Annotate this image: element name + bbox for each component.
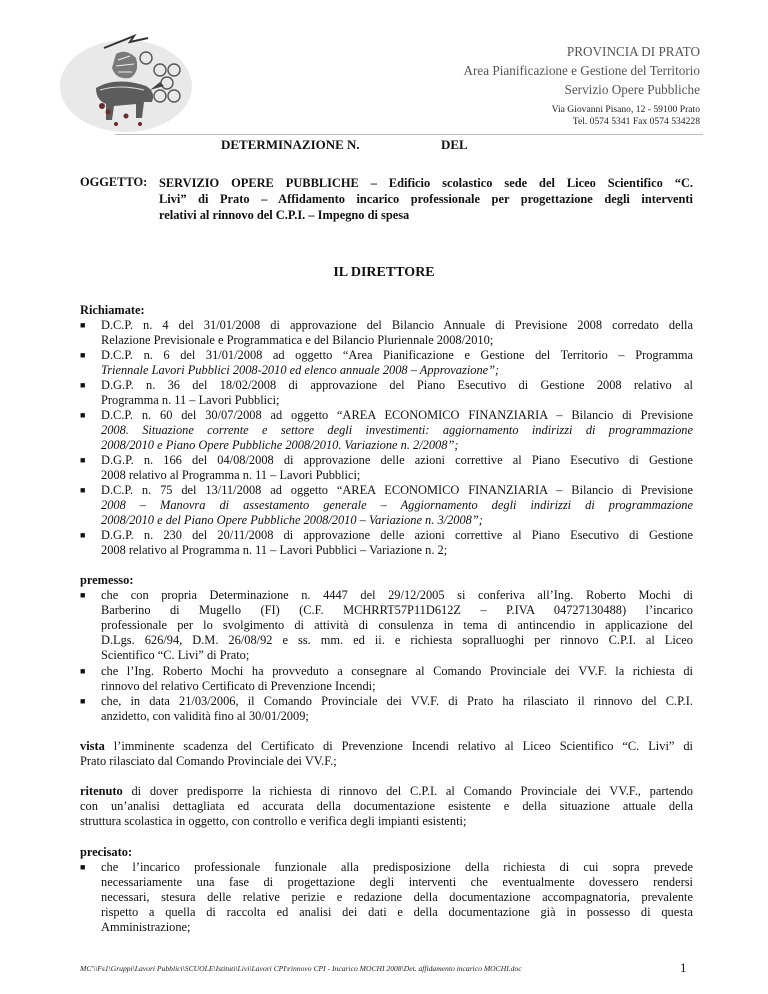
bullet: ■ bbox=[80, 410, 86, 420]
header-divider bbox=[115, 134, 703, 135]
section-heading: IL DIRETTORE bbox=[333, 265, 435, 280]
richiamate-label: Richiamate: bbox=[80, 303, 145, 317]
bullet: ■ bbox=[80, 590, 86, 600]
vista-paragraph: vista l’imminente scadenza del Certificato di Prevenzione Incendi relativo al Liceo Scientifico “C. Livi” di Prato rilasciato dal Comando Provinciale dei VV.F.; bbox=[80, 739, 693, 769]
richiamate-item: D.G.P. n. 36 del 18/02/2008 di approvazione del Piano Esecutivo di Gestione 2008 relativo al Programma n. 11 – Lavori Pubblici; bbox=[101, 378, 693, 408]
richiamate-item: D.C.P. n. 75 del 13/11/2008 ad oggetto “AREA ECONOMICO FINANZIARIA – Bilancio di Previsione 2008 – Manovra di assestamento generale – Aggiornamento degli indirizzi di programmazione 2008/2010 e del Piano Opere Pubbliche 2008/2010 – Variazione n. 3/2008”; bbox=[101, 483, 693, 528]
header-service: Servizio Opere Pubbliche bbox=[564, 82, 700, 97]
bullet: ■ bbox=[80, 350, 86, 360]
oggetto-text: SERVIZIO OPERE PUBBLICHE – Edificio scolastico sede del Liceo Scientifico “C. Livi” di Prato – Affidamento incarico professionale per progettazione degli interventi relativi al rinnovo del C.P.I. – Impegno di spesa bbox=[159, 176, 693, 222]
richiamate-item: D.G.P. n. 166 del 04/08/2008 di approvazione delle azioni correttive al Piano Esecutivo di Gestione 2008 relativo al Programma n. 11 – Lavori Pubblici; bbox=[101, 453, 693, 483]
page-number: 1 bbox=[680, 960, 687, 975]
richiamate-item: D.C.P. n. 60 del 30/07/2008 ad oggetto “AREA ECONOMICO FINANZIARIA – Bilancio di Previsione 2008. Situazione corrente e settore degli investimenti: aggiornamento indirizzi di programmazione 2008/2010 e Piano Opere Pubbliche 2008/2010. Variazione n. 2/2008”; bbox=[101, 408, 693, 453]
province-logo bbox=[56, 28, 216, 150]
footer-file-path: MC'\\Fs1\Gruppi\Lavori Pubblici\SCUOLE\Istituti\Livi\Lavori CPI\rinnovo CPI - Incarico MOCHI 2008\Det. affidamento incarico MOCHI.doc bbox=[80, 964, 522, 973]
bullet: ■ bbox=[80, 530, 86, 540]
precisato-item: che l’incarico professionale funzionale alla predisposizione della richiesta di cui sopra prevede necessariamente una fase di progettazione degli interventi che eventualmente dovessero rendersi necessari, stesura delle relative perizie e redazione della documentazione accompagnatoria, prevalente rispetto a quella di raccolta ed analisi dei dati e della documentazione già in possesso di questa Amministrazione; bbox=[101, 860, 693, 935]
determination-title: DETERMINAZIONE N. bbox=[221, 137, 360, 152]
header-area: Area Pianificazione e Gestione del Territorio bbox=[463, 63, 700, 78]
premesso-label: premesso: bbox=[80, 573, 134, 587]
bullet: ■ bbox=[80, 666, 86, 676]
richiamate-item: D.G.P. n. 230 del 20/11/2008 di approvazione delle azioni correttive al Piano Esecutivo di Gestione 2008 relativo al Programma n. 11 – Lavori Pubblici – Variazione n. 2; bbox=[101, 528, 693, 558]
bullet: ■ bbox=[80, 455, 86, 465]
richiamate-item: D.C.P. n. 4 del 31/01/2008 di approvazione del Bilancio Annuale di Previsione 2008 corredato della Relazione Previsionale e Programmatica e del Bilancio Pluriennale 2008/2010; bbox=[101, 318, 693, 348]
premesso-item: che, in data 21/03/2006, il Comando Provinciale dei VV.F. di Prato ha rilasciato il rinnovo del C.P.I. anzidetto, con validità fino al 30/01/2009; bbox=[101, 694, 693, 724]
bullet: ■ bbox=[80, 320, 86, 330]
determination-date-label: DEL bbox=[441, 137, 468, 152]
header-org: PROVINCIA DI PRATO bbox=[566, 44, 700, 59]
header-address: Via Giovanni Pisano, 12 - 59100 Prato bbox=[551, 104, 700, 115]
richiamate-item: D.C.P. n. 6 del 31/01/2008 ad oggetto “Area Pianificazione e Gestione del Territorio – Programma Triennale Lavori Pubblici 2008-2010 ed elenco annuale 2008 – Approvazione”; bbox=[101, 348, 693, 378]
oggetto-label: OGGETTO: bbox=[80, 175, 148, 189]
premesso-item: che con propria Determinazione n. 4447 del 29/12/2005 si conferiva all’Ing. Roberto Mochi di Barberino di Mugello (FI) (C.F. MCHRRT57P11D612Z – P.IVA 04727130488) l’incarico professionale per lo svolgimento di attività di consulenza in tema di antincendio in applicazione del D.Lgs. 626/94, D.M. 26/08/92 e ss. mm. ed ii. e richiesta sopralluoghi per rinnovo C.P.I. al Liceo Scientifico “C. Livi” di Prato; bbox=[101, 588, 693, 663]
bullet: ■ bbox=[80, 485, 86, 495]
bullet: ■ bbox=[80, 696, 86, 706]
bullet: ■ bbox=[80, 380, 86, 390]
premesso-item: che l’Ing. Roberto Mochi ha provveduto a consegnare al Comando Provinciale dei VV.F. la richiesta di rinnovo del relativo Certificato di Prevenzione Incendi; bbox=[101, 664, 693, 694]
header-phone: Tel. 0574 5341 Fax 0574 534228 bbox=[572, 116, 700, 127]
precisato-label: precisato: bbox=[80, 845, 133, 859]
ritenuto-paragraph: ritenuto di dover predisporre la richiesta di rinnovo del C.P.I. al Comando Provinciale dei VV.F., partendo con un’analisi dettagliata ed accurata della documentazione esistente e della situazione attuale della struttura scolastica in oggetto, con controllo e verifica degli impianti esistenti; bbox=[80, 784, 693, 829]
bullet: ■ bbox=[80, 862, 86, 872]
